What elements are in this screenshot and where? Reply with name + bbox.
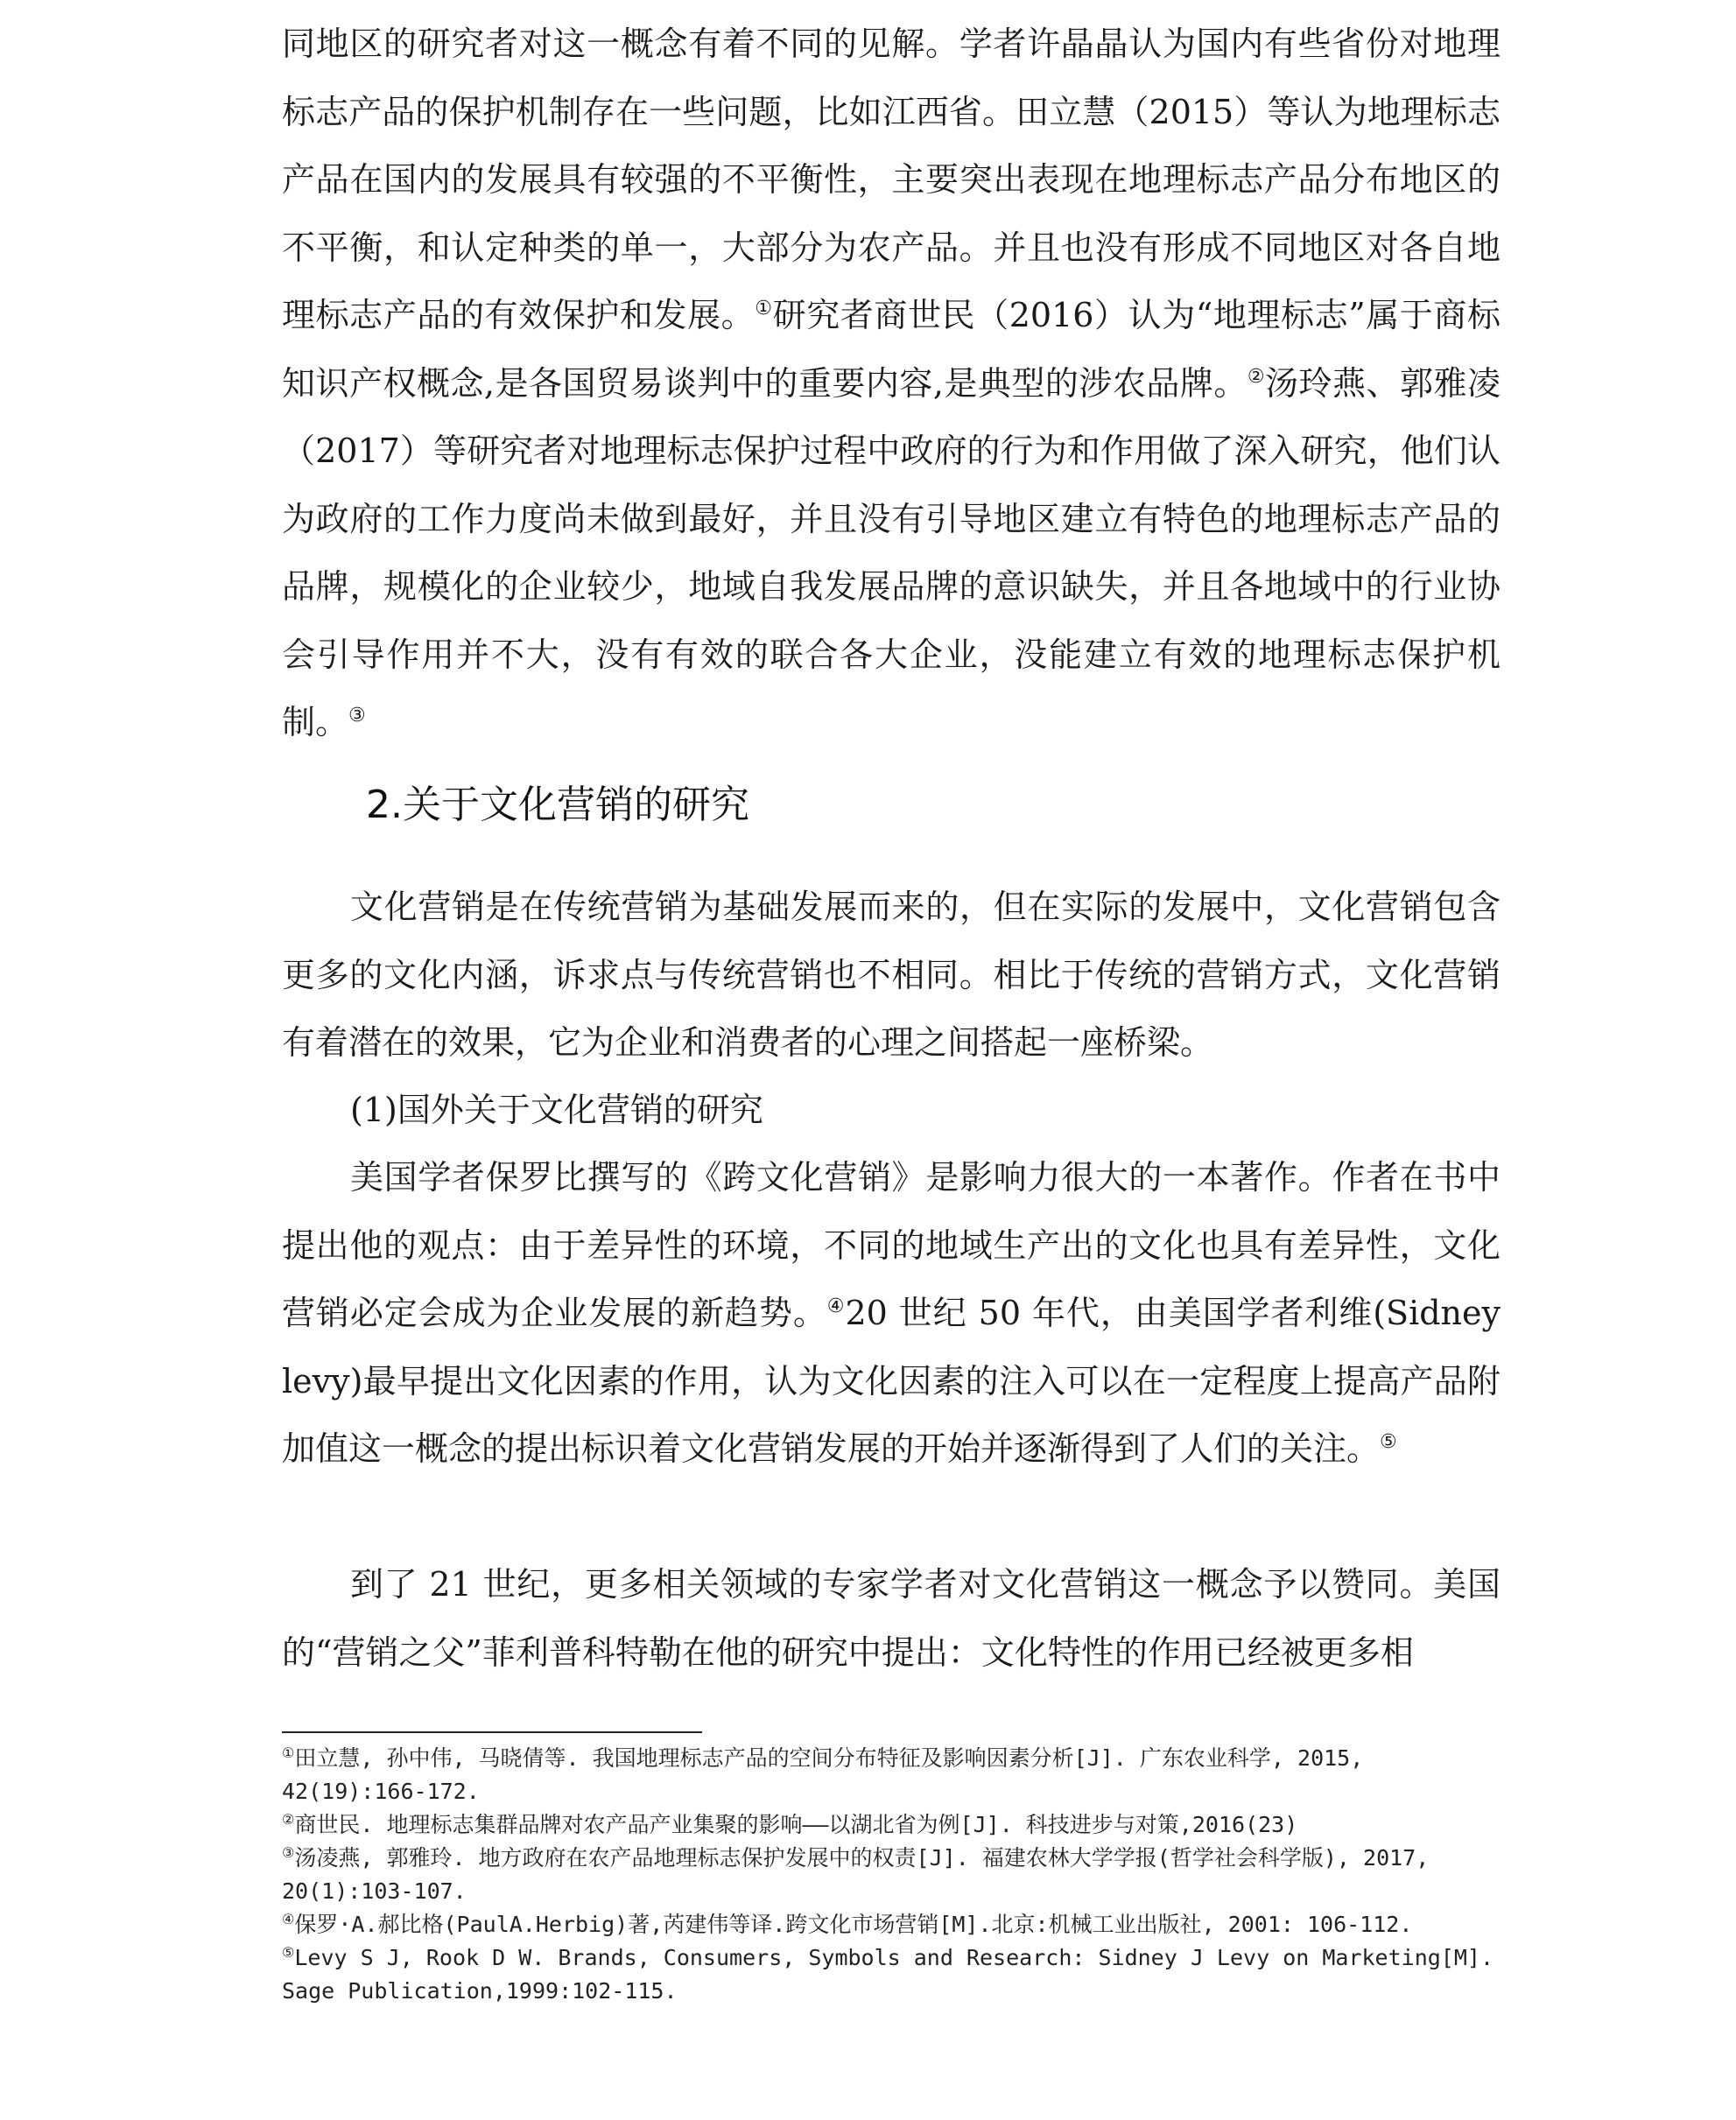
footnote-divider (282, 1731, 702, 1733)
footnote-1 (282, 1742, 1508, 1808)
section-heading: 2.关于文化营销的研究 (366, 783, 749, 827)
footnote-3 (282, 1842, 1508, 1908)
paragraph-foreign-research (282, 1144, 1501, 1484)
paragraph-cultural-marketing-intro: 文化营销是在传统营销为基础发展而来的，但在实际的发展中，文化营销包含更多的文化内涵，诉求点与传统营销也不相同。相比于传统的营销方式，文化营销有着潜在的效果，它为企业和消费者的心理之间搭起一座桥梁。 (282, 888, 1501, 1062)
paragraph1-part1: 同地区的研究者对这一概念有着不同的见解。学者许晶晶认为国内有些省份对地理标志产品的保护机制存在一些问题，比如江西省。田立慧（2015）等认为地理标志产品在国内的发展具有较强的不平衡性，主要突出表现在地理标志产品分布地区的不平衡，和认定种类的单一，大部分为农产品。并且也没有形成不同地区对各自地理标志产品的有效保护和发展。 (282, 25, 1501, 334)
footnote-text-1: 田立慧, 孙中伟, 马晓倩等. 我国地理标志产品的空间分布特征及影响因素分析[J]. 广东农业科学, 2015, 42(19):166-172. (282, 1745, 1364, 1804)
footnote-5 (282, 1941, 1508, 2008)
footnote-ref-4[interactable]: ④ (826, 1295, 846, 1317)
footnote-mark-1: ① (282, 1744, 295, 1761)
paragraph3-part2: 20 世纪 50 年代，由美国学者利维(Sidney levy)最早提出文化因素的作用，认为文化因素的注入可以在一定程度上提高产品附加值这一概念的提出标识着文化营销发展的开始并逐渐得到了人们的关注。 (282, 1294, 1501, 1468)
footnote-4 (282, 1908, 1508, 1941)
footnote-mark-5: ⑤ (282, 1944, 295, 1961)
footnote-text-2: 商世民. 地理标志集群品牌对农产品产业集聚的影响——以湖北省为例[J]. 科技进步与对策,2016(23) (294, 1812, 1298, 1837)
footnote-ref-5[interactable]: ⑤ (1380, 1431, 1397, 1453)
paragraph3-part1: 美国学者保罗比撰写的《跨文化营销》是影响力很大的一本著作。作者在书中提出他的观点：由于差异性的环境，不同的地域生产出的文化也具有差异性，文化营销必定会成为企业发展的新趋势。 (282, 1158, 1501, 1332)
footnotes (282, 1742, 1508, 2008)
footnote-text-5: Levy S J, Rook D W. Brands, Consumers, Symbols and Research: Sidney J Levy on Marketing[M]. Sage Publication,1999:102-115. (282, 1945, 1494, 2004)
paragraph-geographical-indication (282, 11, 1501, 757)
paragraph1-part2: 研究者商世民（2016）认为“地理标志”属于商标知识产权概念,是各国贸易谈判中的重要内容,是典型的涉农品牌。 (282, 296, 1501, 403)
footnote-text-3: 汤凌燕, 郭雅玲. 地方政府在农产品地理标志保护发展中的权责[J]. 福建农林大学学报(哲学社会科学版), 2017, 20(1):103-107. (282, 1845, 1430, 1904)
footnote-text-4: 保罗·A.郝比格(PaulA.Herbig)著,芮建伟等译.跨文化市场营销[M].北京:机械工业出版社, 2001: 106-112. (294, 1912, 1413, 1937)
subsection-heading: (1)国外关于文化营销的研究 (350, 1091, 763, 1129)
footnote-mark-2: ② (282, 1811, 295, 1828)
paragraph-21st-century: 到了 21 世纪，更多相关领域的专家学者对文化营销这一概念予以赞同。美国的“营销之父”菲利普科特勒在他的研究中提出：文化特性的作用已经被更多相 (282, 1565, 1501, 1672)
footnote-ref-2[interactable]: ② (1247, 365, 1266, 388)
footnote-mark-4: ④ (282, 1911, 295, 1927)
footnote-ref-1[interactable]: ① (755, 298, 773, 319)
footnote-mark-3: ③ (282, 1844, 295, 1861)
footnote-2 (282, 1808, 1508, 1842)
footnote-ref-3[interactable]: ③ (348, 705, 366, 727)
paragraph1-part3: 汤玲燕、郭雅凌（2017）等研究者对地理标志保护过程中政府的行为和作用做了深入研究，他们认为政府的工作力度尚未做到最好，并且没有引导地区建立有特色的地理标志产品的品牌，规模化的企业较少，地域自我发展品牌的意识缺失，并且各地域中的行业协会引导作用并不大，没有有效的联合各大企业，没能建立有效的地理标志保护机制。 (282, 363, 1501, 741)
